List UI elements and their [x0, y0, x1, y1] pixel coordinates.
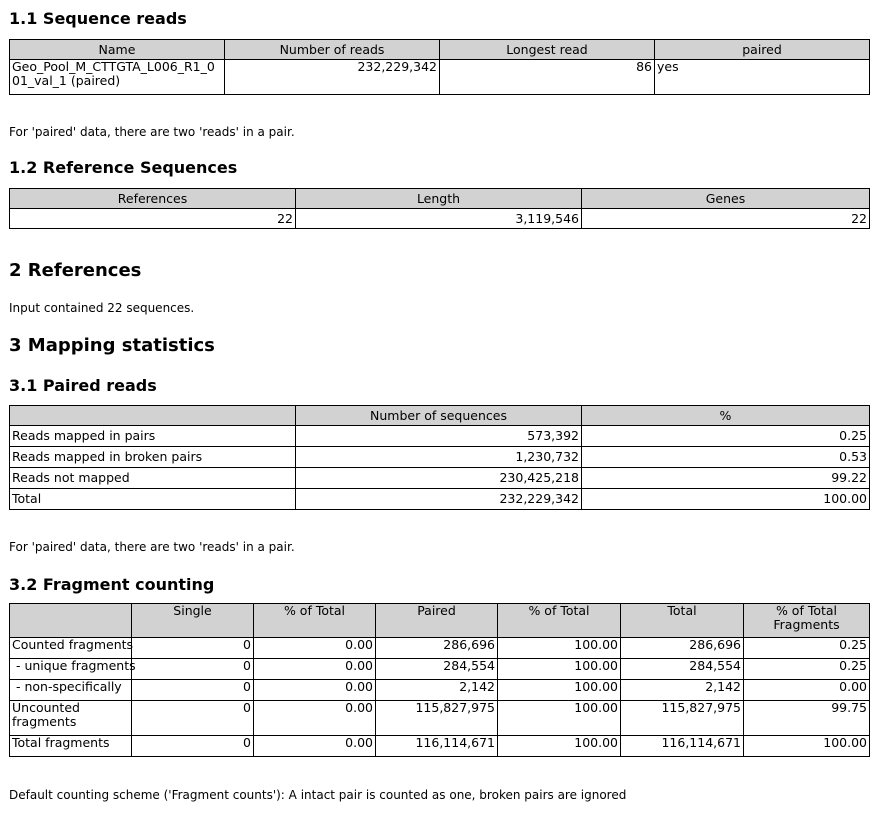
- paired-count: 286,696: [376, 638, 498, 659]
- genes-cell: 22: [582, 209, 870, 229]
- column-header: % of Total: [498, 604, 621, 638]
- column-header: Longest read: [440, 40, 655, 60]
- total-percent: 99.75: [744, 701, 870, 736]
- fragment-counting-table: [9, 603, 870, 757]
- column-header: Number of sequences: [296, 406, 582, 426]
- total-count: 2,142: [621, 680, 744, 701]
- paired-count: 116,114,671: [376, 736, 498, 757]
- table-row: [10, 489, 870, 510]
- total-percent: 0.25: [744, 638, 870, 659]
- column-header: References: [10, 189, 296, 209]
- single-count: 0: [132, 701, 254, 736]
- row-label: Counted fragments: [10, 638, 132, 659]
- single-percent: 0.00: [254, 659, 376, 680]
- paired-count: 2,142: [376, 680, 498, 701]
- section-title-paired-reads: 3.1 Paired reads: [9, 376, 157, 395]
- paired-cell: yes: [655, 60, 870, 95]
- single-percent: 0.00: [254, 680, 376, 701]
- column-header: % of Total Fragments: [744, 604, 870, 638]
- section-title-mapping-statistics: 3 Mapping statistics: [9, 335, 215, 356]
- percent: 100.00: [582, 489, 870, 510]
- section-title-fragment-counting: 3.2 Fragment counting: [9, 575, 215, 594]
- column-header: Paired: [376, 604, 498, 638]
- references-cell: 22: [10, 209, 296, 229]
- row-label: Reads not mapped: [10, 468, 296, 489]
- table-row: [10, 447, 870, 468]
- row-label: Total fragments: [10, 736, 132, 757]
- sequence-count: 232,229,342: [296, 489, 582, 510]
- section-title-reference-sequences: 1.2 Reference Sequences: [9, 158, 238, 177]
- sequence-count: 1,230,732: [296, 447, 582, 468]
- read-count-cell: 232,229,342: [225, 60, 440, 95]
- read-name-cell: Geo_Pool_M_CTTGTA_L006_R1_001_val_1 (paired): [10, 60, 225, 95]
- row-label: Uncounted fragments: [10, 701, 132, 736]
- column-header: %: [582, 406, 870, 426]
- single-percent: 0.00: [254, 736, 376, 757]
- table-row: [10, 468, 870, 489]
- table-row: [10, 659, 870, 680]
- paired-percent: 100.00: [498, 638, 621, 659]
- table-row: [10, 680, 870, 701]
- percent: 99.22: [582, 468, 870, 489]
- paired-percent: 100.00: [498, 680, 621, 701]
- table-row: [10, 736, 870, 757]
- row-label: - unique fragments: [10, 659, 132, 680]
- column-header: Genes: [582, 189, 870, 209]
- total-count: 286,696: [621, 638, 744, 659]
- length-cell: 3,119,546: [296, 209, 582, 229]
- table-row: [10, 638, 870, 659]
- column-header: Name: [10, 40, 225, 60]
- row-label: Reads mapped in pairs: [10, 426, 296, 447]
- column-header: % of Total: [254, 604, 376, 638]
- column-header: [10, 604, 132, 638]
- total-percent: 0.25: [744, 659, 870, 680]
- single-count: 0: [132, 638, 254, 659]
- column-header: Total: [621, 604, 744, 638]
- row-label: Total: [10, 489, 296, 510]
- percent: 0.25: [582, 426, 870, 447]
- paired-count: 115,827,975: [376, 701, 498, 736]
- table-row: [10, 701, 870, 736]
- total-count: 116,114,671: [621, 736, 744, 757]
- paired-percent: 100.00: [498, 659, 621, 680]
- table-row: [10, 426, 870, 447]
- paired-percent: 100.00: [498, 701, 621, 736]
- paired-count: 284,554: [376, 659, 498, 680]
- reference-sequences-table: [9, 188, 870, 229]
- column-header: paired: [655, 40, 870, 60]
- sequence-count: 573,392: [296, 426, 582, 447]
- percent: 0.53: [582, 447, 870, 468]
- counting-scheme-note: Default counting scheme ('Fragment counts'): A intact pair is counted as one, broken pairs are ignored: [9, 788, 627, 802]
- paired-note-2: For 'paired' data, there are two 'reads' in a pair.: [9, 540, 295, 554]
- column-header: Number of reads: [225, 40, 440, 60]
- single-percent: 0.00: [254, 701, 376, 736]
- column-header: Single: [132, 604, 254, 638]
- references-text: Input contained 22 sequences.: [9, 301, 195, 315]
- single-count: 0: [132, 659, 254, 680]
- longest-read-cell: 86: [440, 60, 655, 95]
- sequence-count: 230,425,218: [296, 468, 582, 489]
- paired-note: For 'paired' data, there are two 'reads' in a pair.: [9, 125, 295, 139]
- paired-percent: 100.00: [498, 736, 621, 757]
- total-percent: 0.00: [744, 680, 870, 701]
- section-title-sequence-reads: 1.1 Sequence reads: [9, 9, 187, 28]
- row-label: Reads mapped in broken pairs: [10, 447, 296, 468]
- column-header: Length: [296, 189, 582, 209]
- total-count: 284,554: [621, 659, 744, 680]
- single-count: 0: [132, 736, 254, 757]
- column-header: [10, 406, 296, 426]
- section-title-references: 2 References: [9, 260, 142, 281]
- single-percent: 0.00: [254, 638, 376, 659]
- total-count: 115,827,975: [621, 701, 744, 736]
- total-percent: 100.00: [744, 736, 870, 757]
- paired-reads-table: [9, 405, 870, 510]
- sequence-reads-table: [9, 39, 870, 95]
- single-count: 0: [132, 680, 254, 701]
- row-label: - non-specifically: [10, 680, 132, 701]
